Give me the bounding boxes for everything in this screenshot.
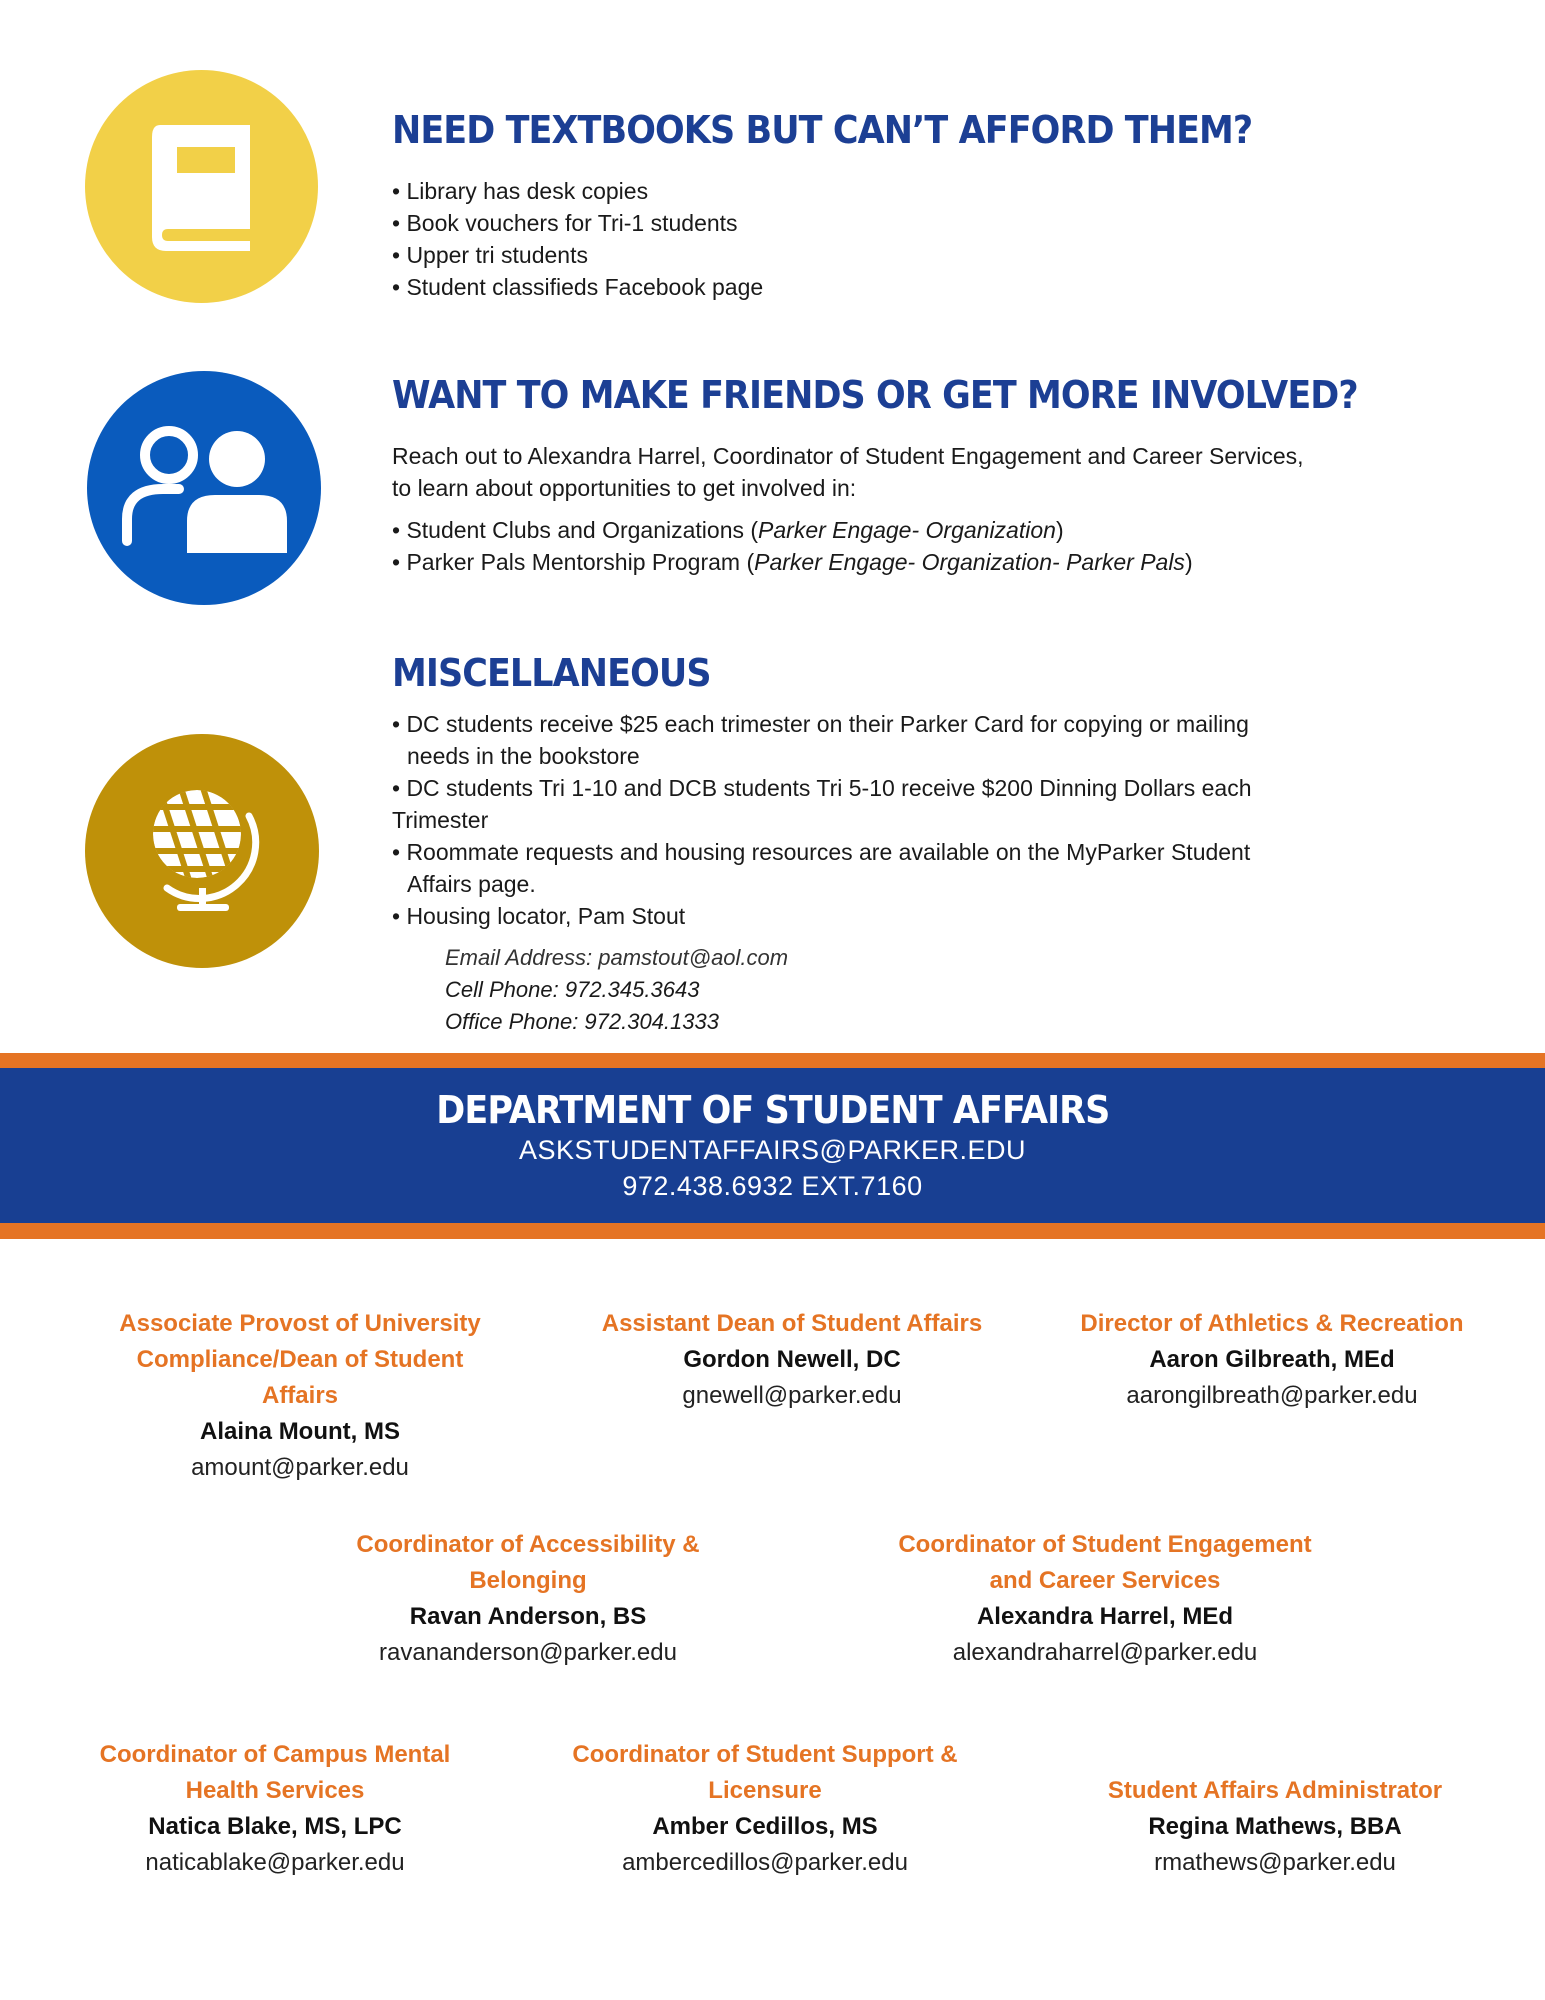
housing-contact xyxy=(445,942,788,1038)
staff-card xyxy=(318,1527,738,1671)
orange-stripe-top xyxy=(0,1053,1545,1068)
staff-card xyxy=(90,1306,510,1486)
staff-name: Alexandra Harrel, MEd xyxy=(976,1603,1234,1630)
staff-name: Aaron Gilbreath, MEd xyxy=(1149,1346,1395,1373)
staff-email: rmathews@parker.edu xyxy=(1154,1849,1396,1876)
staff-role: Student Affairs Administrator xyxy=(1107,1777,1443,1804)
staff-name: Amber Cedillos, MS xyxy=(652,1813,878,1840)
staff-role: Coordinator of Campus Mental xyxy=(99,1741,451,1768)
list-item: • Book vouchers for Tri-1 students xyxy=(392,210,738,236)
involved-intro xyxy=(392,440,1304,504)
list-item: • Student classifieds Facebook page xyxy=(392,274,764,300)
staff-role: Compliance/Dean of Student xyxy=(136,1346,464,1373)
staff-role: Coordinator of Student Support & xyxy=(572,1741,958,1768)
list-item: • Library has desk copies xyxy=(392,178,649,204)
staff-name: Ravan Anderson, BS xyxy=(409,1603,647,1630)
staff-name: Alaina Mount, MS xyxy=(200,1418,400,1445)
staff-card xyxy=(75,1737,475,1881)
list-item: • Student Clubs and Organizations (Parker Engage- Organization) xyxy=(392,517,1064,543)
staff-card xyxy=(1052,1306,1492,1414)
staff-role: and Career Services xyxy=(989,1567,1221,1594)
staff-email: ambercedillos@parker.edu xyxy=(622,1849,908,1876)
list-item: • DC students Tri 1-10 and DCB students Tri 5-10 receive $200 Dinning Dollars each xyxy=(392,775,1252,801)
staff-role: Associate Provost of University xyxy=(119,1310,481,1337)
staff-email: gnewell@parker.edu xyxy=(682,1382,902,1409)
staff-card xyxy=(1065,1773,1485,1881)
staff-email: ravananderson@parker.edu xyxy=(379,1639,677,1666)
staff-email: alexandraharrel@parker.edu xyxy=(952,1639,1258,1666)
contact-email: Email Address: pamstout@aol.com xyxy=(445,945,789,970)
misc-circle xyxy=(85,734,319,968)
staff-email: amount@parker.edu xyxy=(191,1454,409,1481)
staff-card xyxy=(572,1306,1012,1414)
misc-title: MISCELLANEOUS xyxy=(392,651,711,695)
staff-role: Belonging xyxy=(469,1567,587,1594)
staff-role: Affairs xyxy=(261,1382,339,1409)
intro-line: to learn about opportunities to get involved in: xyxy=(392,475,857,501)
misc-list xyxy=(392,708,1251,932)
staff-role: Health Services xyxy=(185,1777,365,1804)
list-item: • Roommate requests and housing resources are available on the MyParker Student xyxy=(392,839,1251,865)
involved-title: WANT TO MAKE FRIENDS OR GET MORE INVOLVED? xyxy=(392,373,1358,417)
staff-role: Coordinator of Accessibility & xyxy=(356,1531,700,1558)
globe-icon xyxy=(137,776,267,926)
list-item: • Upper tri students xyxy=(392,242,588,268)
textbooks-circle xyxy=(85,70,318,303)
textbooks-list xyxy=(392,175,763,303)
staff-card xyxy=(870,1527,1340,1671)
staff-name: Gordon Newell, DC xyxy=(683,1346,901,1373)
department-email: ASKSTUDENTAFFAIRS@PARKER.EDU xyxy=(519,1135,1026,1165)
list-item: • DC students receive $25 each trimester on their Parker Card for copying or mailing xyxy=(392,711,1249,737)
textbooks-title: NEED TEXTBOOKS BUT CAN’T AFFORD THEM? xyxy=(392,108,1253,152)
intro-line: Reach out to Alexandra Harrel, Coordinator of Student Engagement and Career Services, xyxy=(392,443,1304,469)
people-icon xyxy=(119,423,289,553)
department-phone: 972.438.6932 EXT.7160 xyxy=(622,1171,923,1201)
staff-role: Assistant Dean of Student Affairs xyxy=(601,1310,983,1337)
staff-role: Licensure xyxy=(708,1777,822,1804)
staff-card xyxy=(545,1737,985,1881)
staff-role: Director of Athletics & Recreation xyxy=(1080,1310,1464,1337)
list-item-continued: needs in the bookstore xyxy=(407,743,640,769)
list-item-continued: Affairs page. xyxy=(407,871,536,897)
contact-office-phone: Office Phone: 972.304.1333 xyxy=(445,1009,719,1034)
staff-role: Coordinator of Student Engagement xyxy=(898,1531,1312,1558)
staff-email: naticablake@parker.edu xyxy=(145,1849,405,1876)
list-item: • Housing locator, Pam Stout xyxy=(392,903,686,929)
contact-cell-phone: Cell Phone: 972.345.3643 xyxy=(445,977,700,1002)
list-item-continued: Trimester xyxy=(392,807,489,833)
involved-list xyxy=(392,514,1193,578)
department-banner xyxy=(0,1068,1545,1223)
staff-name: Natica Blake, MS, LPC xyxy=(148,1813,402,1840)
list-item: • Parker Pals Mentorship Program (Parker Engage- Organization- Parker Pals) xyxy=(392,549,1193,575)
involved-circle xyxy=(87,371,321,605)
book-icon xyxy=(142,117,262,257)
orange-stripe-bottom xyxy=(0,1223,1545,1239)
staff-email: aarongilbreath@parker.edu xyxy=(1126,1382,1418,1409)
department-title: DEPARTMENT OF STUDENT AFFAIRS xyxy=(435,1088,1110,1132)
staff-name: Regina Mathews, BBA xyxy=(1148,1813,1402,1840)
